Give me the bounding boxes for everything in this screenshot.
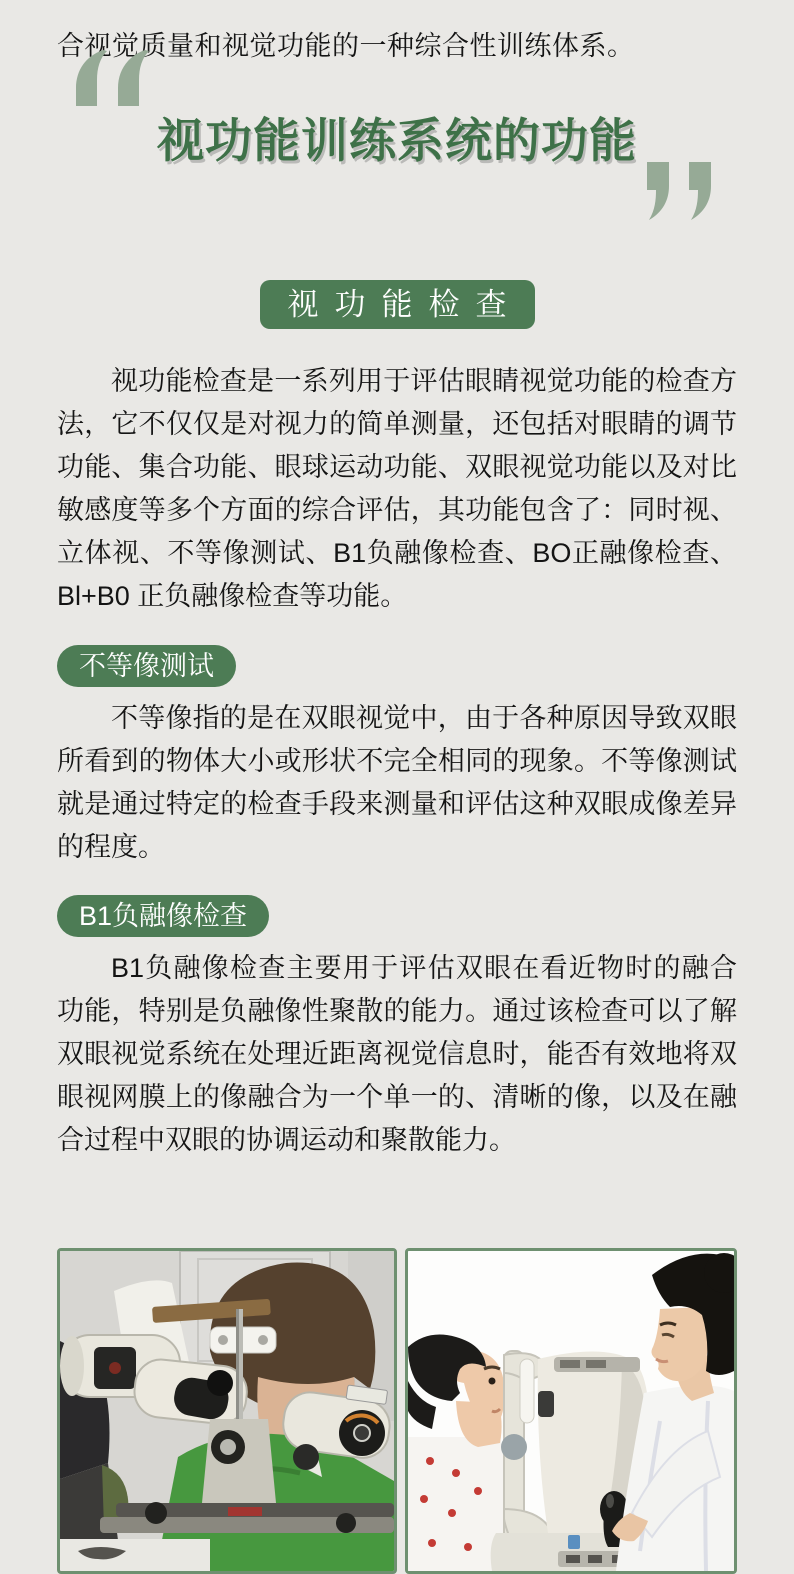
- headline-block: [0, 46, 794, 232]
- aniseikonia-paragraph: 不等像指的是在双眼视觉中，由于各种原因导致双眼所看到的物体大小或形状不完全相同的现象。不等像测试就是通过特定的检查手段来测量和评估这种双眼成像差异的程度。: [57, 703, 737, 862]
- intro-paragraph: 视功能检查是一系列用于评估眼睛视觉功能的检查方法，它不仅仅是对视力的简单测量，还包括对眼睛的调节功能、集合功能、眼球运动功能、双眼视觉功能以及对比敏感度等多个方面的综合评估，其功能包含了：同时视、立体视、不等像测试、B1负融像检查、BO正融像检查、Bl+B0 正负融像检查等功能。: [57, 366, 737, 611]
- photo-row: [57, 1248, 737, 1574]
- section-banner: 视功能检查: [260, 280, 535, 329]
- clipped-previous-paragraph: 合视觉质量和视觉功能的一种综合性训练体系。: [57, 31, 635, 61]
- photo-synoptophore-exam: [57, 1248, 397, 1574]
- photo-autorefractor-exam: [405, 1248, 737, 1574]
- synoptophore-illustration: [60, 1251, 394, 1571]
- section-banner-row: [0, 280, 794, 329]
- close-quote-icon: [643, 160, 721, 222]
- subsection-tag-aniseikonia-test: 不等像测试: [57, 645, 236, 687]
- page-title: 视功能训练系统的功能: [157, 114, 637, 167]
- subsection-tag-b1-fusion-test: B1负融像检查: [57, 895, 269, 937]
- article-body: [0, 360, 794, 1574]
- open-quote-icon: [73, 48, 153, 108]
- child-patient: [408, 1335, 507, 1571]
- b1-fusion-paragraph: B1负融像检查主要用于评估双眼在看近物时的融合功能，特别是负融像性聚散的能力。通过该检查可以了解双眼视觉系统在处理近距离视觉信息时，能否有效地将双眼视网膜上的像融合为一个单一的、清晰的像，以及在融合过程中双眼的协调运动和聚散能力。: [57, 953, 737, 1155]
- autorefractor-illustration: [408, 1251, 734, 1571]
